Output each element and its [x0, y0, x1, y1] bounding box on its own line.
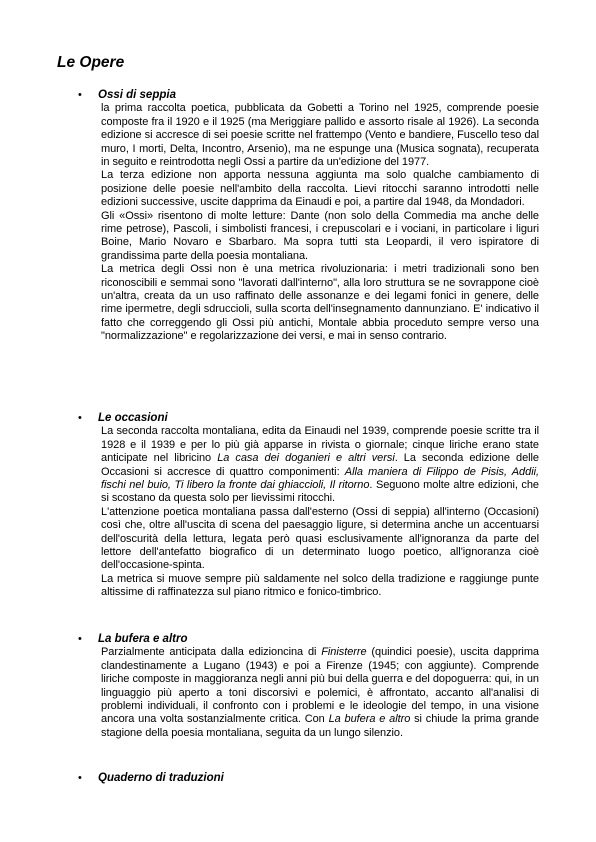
paragraph-text: si chiude la prima grande stagione della poesia montaliana, seguita da un lungo silenzio. [101, 713, 539, 739]
book-title: La bufera e altro [328, 713, 411, 726]
paragraph: Gli «Ossi» risentono di molte letture: Dante (non solo della Commedia ma anche delle rime petrose), Pascoli, i simbolisti francesi, i crepuscolari e i vociani, in particolare i liguri Boine, Mario Novaro e Sbarbaro. Ma sopra tutti sta Leopardi, il vero ispiratore di grandissima parte della poesia montaliana. [101, 209, 539, 262]
paragraph-text: Parzialmente anticipata dalla edizioncina di [101, 646, 322, 659]
paragraph-text: La seconda raccolta montaliana, edita da Einaudi nel 1939, comprende poesie scritte tra il 1928 e il 1939 e per lo più già apparse in rivista o giornale; cinque liriche erano state anticipate nel libricino [101, 425, 539, 465]
bullet-icon: • [78, 772, 82, 784]
paragraph: L'attenzione poetica montaliana passa dall'esterno (Ossi di seppia) all'interno (Occasioni) così che, oltre all'uscita di scena del paesaggio ligure, si determina anche un accentuarsi dell'oscurità della lettura, legata però quasi esclusivamente all'ignoranza da parte del lettore dell'antefatto biografico di un determinato luogo poetico, all'ignoranza cioè dell'occasione-spinta. [101, 505, 539, 572]
section-heading: Quaderno di traduzioni [98, 772, 224, 784]
section-body [101, 102, 539, 343]
section-heading: Le occasioni [98, 412, 168, 424]
page-title: Le Opere [57, 54, 125, 71]
poem-titles: Alla maniera di Filippo de Pisis, Addii, fischi nel buio, Ti libero la fronte dai ghiaccioli, Il ritorno [101, 465, 539, 492]
paragraph: La metrica degli Ossi non è una metrica rivoluzionaria: i metri tradizionali sono ben riconoscibili e semmai sono "lavorati dall'interno", alla loro struttura se ne sovrappone cioè un'altra, creata da un uso raffinato delle assonanze e dei legami fonici in genere, delle rime ipermetre, degli sdruccioli, sulla scorta dell'insegnamento dannunziano. E' indicativo il fatto che correggendo gli Ossi più antichi, Montale abbia proceduto sempre verso una "normalizzazione" e regolarizzazione dei versi, e mai in senso contrario. [101, 263, 539, 343]
bullet-icon: • [78, 412, 82, 424]
paragraph [101, 425, 539, 505]
section-heading: La bufera e altro [98, 633, 188, 645]
bullet-icon: • [78, 89, 82, 101]
paragraph [101, 646, 539, 740]
section-body [101, 646, 539, 740]
section-body [101, 425, 539, 599]
book-title: Finisterre [321, 646, 367, 659]
bullet-icon: • [78, 633, 82, 645]
book-title: La casa dei doganieri e altri versi [217, 452, 395, 465]
paragraph-text: . Seguono molte altre edizioni, che si scostano da questa solo per lievissimi ritocchi. [101, 479, 539, 505]
section-heading: Ossi di seppia [98, 89, 176, 101]
paragraph: La terza edizione non apporta nessuna aggiunta ma solo qualche cambiamento di posizione delle poesie nell'ambito della raccolta. Lievi ritocchi saranno introdotti nelle edizioni successive, uscite dapprima da Einaudi e poi, a partire dal 1948, da Mondadori. [101, 169, 539, 209]
paragraph-text: (quindici poesie), uscita dapprima clandestinamente a Lugano (1943) e poi a Firenze (1945; con aggiunte). Comprende liriche composte in maggioranza negli anni più bui della guerra e del dopoguerra: qui, in un linguaggio più aperto a toni discorsivi e polemici, è affrontato, accanto all'analisi di problemi individuali, il confronto con i problemi e le ideologie del tempo, in una visione ancora una volta sostanzialmente critica. Con [101, 646, 540, 726]
paragraph-text: . La seconda edizione delle Occasioni si accresce di quattro componimenti: [101, 452, 539, 478]
paragraph: la prima raccolta poetica, pubblicata da Gobetti a Torino nel 1925, comprende poesie composte fra il 1920 e il 1925 (ma Meriggiare pallido e assorto risale al 1926). La seconda edizione si accresce di sei poesie scritte nel frattempo (Vento e bandiere, Fuscello teso dal muro, I morti, Delta, Incontro, Arsenio), ma ne espunge una (Musica sognata), recuperata in seguito e reintrodotta negli Ossi a partire da un'edizione del 1977. [101, 102, 539, 169]
paragraph: La metrica si muove sempre più saldamente nel solco della tradizione e raggiunge punte altissime di raffinatezza sul piano ritmico e fonico-timbrico. [101, 572, 539, 599]
